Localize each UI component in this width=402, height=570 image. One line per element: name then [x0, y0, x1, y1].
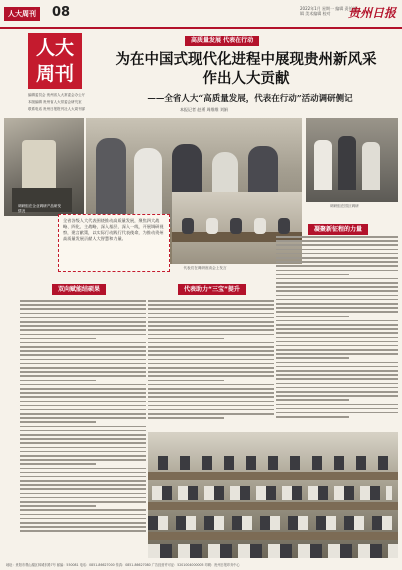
intro-box: 全省各级人大代表围绕推动高质量发展，聚焦四大战略、四化、主战略，深入基层、深入一线，开展调研视察，建言献策，以实际行动践行代表使命，为推动贵州高质量发展贡献人大智慧和力量。	[58, 214, 170, 272]
meta-line: 本版编辑 贵州省人大常委会研究室	[28, 100, 82, 104]
section-head-right: 凝聚新征程的力量	[308, 224, 368, 235]
photo-bottom-meeting	[148, 432, 398, 558]
weekly-logo	[28, 33, 82, 89]
section-tag: 人大周刊	[4, 7, 40, 21]
photo-right-top	[306, 118, 398, 202]
text-column-1	[20, 300, 146, 556]
masthead: 贵州日报	[347, 6, 396, 20]
section-head-left: 双向赋能结硕果	[52, 284, 106, 295]
byline: 本报记者 赵勇 周维维 刘娟	[180, 107, 228, 112]
editorial-meta	[28, 92, 108, 113]
text-column-3	[276, 236, 398, 422]
headline	[96, 50, 396, 88]
page-number: 08	[52, 5, 71, 20]
logo-line1: 人大	[35, 37, 74, 59]
meta-line: 编辑委员会 贵州省人大常委会办公厅	[28, 93, 86, 97]
photo-right-top-caption: 调研组在园区调研	[330, 204, 359, 208]
header-rule	[0, 27, 402, 29]
kicker-label: 高质量发展 代表在行动	[185, 36, 259, 46]
section-head-center: 代表助力“三宝”提升	[178, 284, 246, 295]
text-column-2	[148, 300, 274, 430]
header-info: 2022年1月 星期一 编辑 责任编辑 美术编辑 校对	[300, 6, 357, 16]
logo-line2: 周刊	[35, 63, 74, 85]
photo-center-caption: 代表们在调研座谈会上发言	[183, 266, 227, 270]
photo-left-product	[4, 118, 84, 216]
headline-line1: 为在中国式现代化进程中展现贵州新风采	[115, 51, 377, 68]
photo-left-caption: 调研组在企业调研产品研发情况	[18, 204, 62, 213]
page-footer: 地址：贵阳市观山湖区林城东路7号 邮编：550081 电话：0851-86627000 传真：0851-86627080 广告经营许可证：5201004000005 印刷：贵州日报印务中心	[6, 563, 240, 567]
meta-line: 联系电话 贵州日报报刊社人大周刊部	[28, 107, 86, 111]
headline-line2: 作出人大贡献	[202, 70, 290, 87]
page-header	[0, 0, 402, 30]
subheadline: ——全省人大“高质量发展，代表在行动”活动调研侧记	[147, 94, 353, 104]
